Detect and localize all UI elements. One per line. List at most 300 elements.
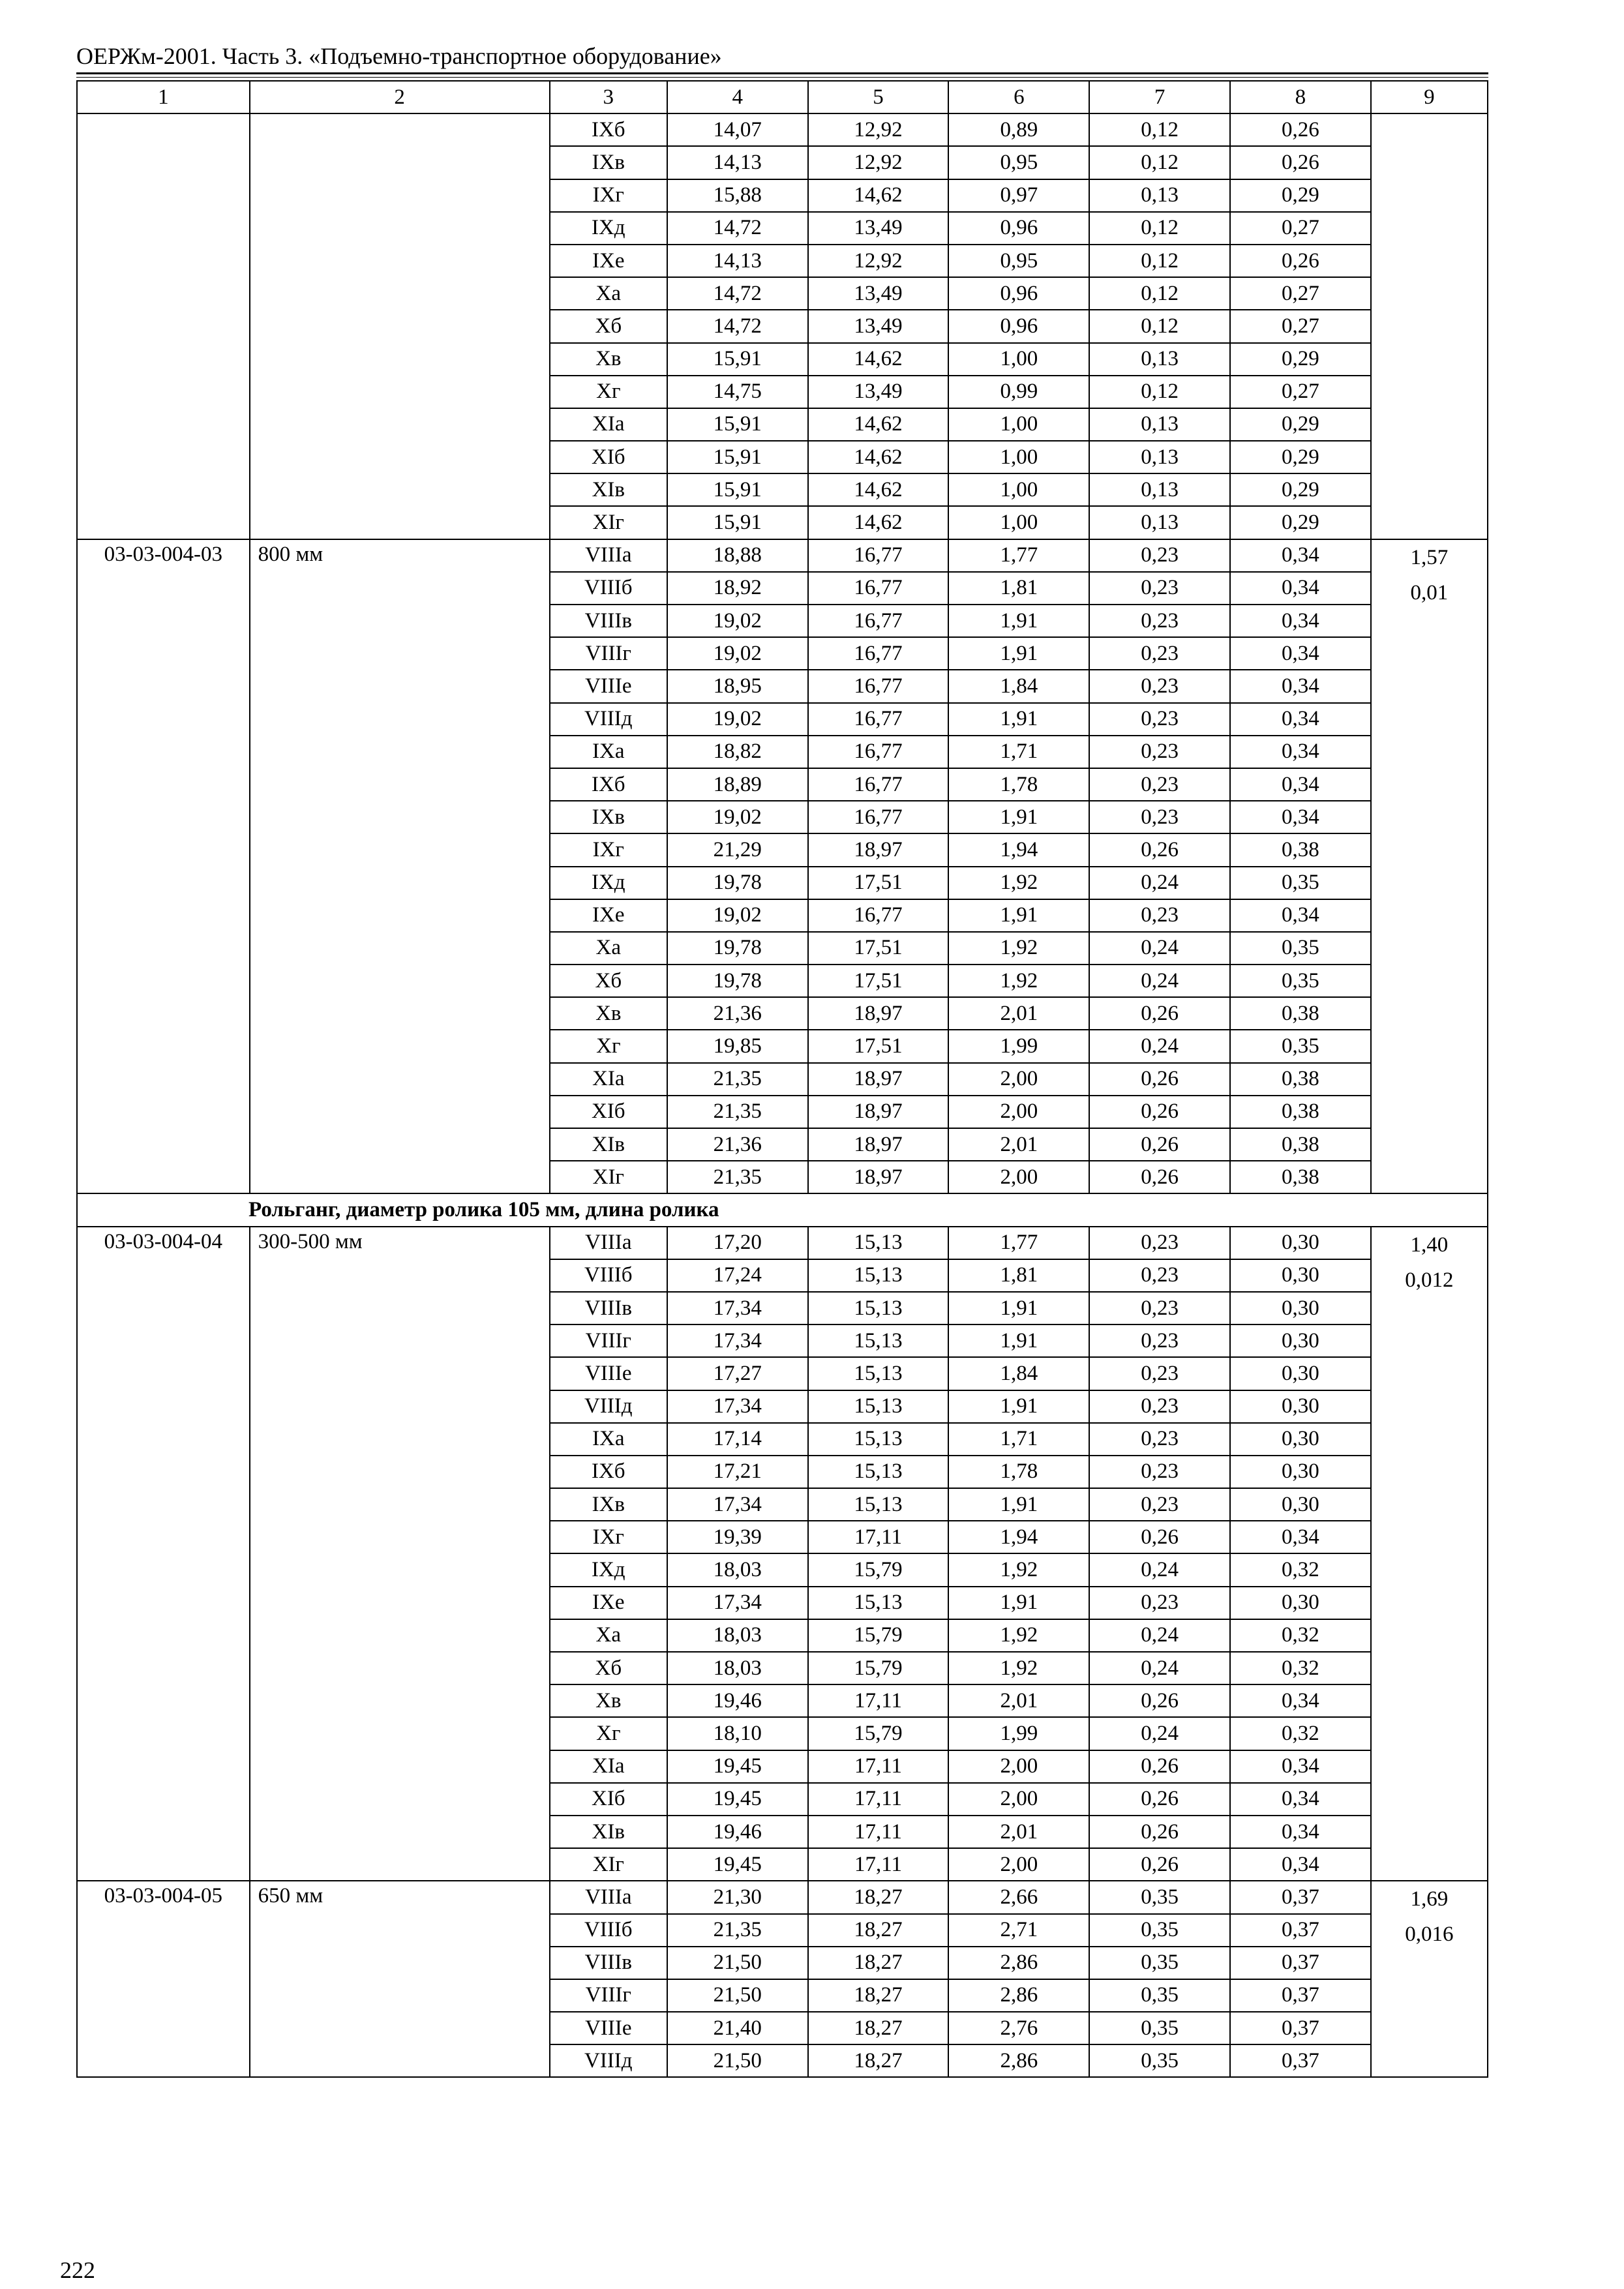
cell-col8: 0,29 [1230,343,1371,376]
col9-value: 1,69 [1410,1887,1449,1911]
cell-col4: 14,72 [667,277,808,310]
cell-col6: 1,92 [948,965,1089,997]
cell-col3: IXд [550,1553,667,1586]
cell-col5: 15,13 [808,1324,949,1357]
cell-col3: Xг [550,1030,667,1062]
cell-col4: 19,02 [667,899,808,932]
cell-col7: 0,23 [1089,1259,1230,1292]
column-header: 6 [948,81,1089,113]
cell-col8: 0,38 [1230,1161,1371,1193]
cell-col7: 0,24 [1089,1030,1230,1062]
cell-col7: 0,12 [1089,212,1230,245]
cell-col6: 1,99 [948,1030,1089,1062]
cell-col4: 19,39 [667,1521,808,1553]
cell-col4: 19,02 [667,703,808,736]
cell-col7: 0,24 [1089,932,1230,965]
column-header: 3 [550,81,667,113]
cell-col8: 0,29 [1230,506,1371,539]
cell-col5: 17,51 [808,932,949,965]
cell-col6: 1,00 [948,408,1089,441]
cell-col8: 0,34 [1230,572,1371,605]
col9-value: 0,012 [1405,1268,1454,1292]
page-number: 222 [60,2257,95,2283]
cell-col5: 17,11 [808,1848,949,1881]
cell-col5: 18,97 [808,833,949,866]
cell-col5: 16,77 [808,670,949,702]
cell-col6: 1,77 [948,1227,1089,1259]
cell-col5: 15,13 [808,1292,949,1324]
cell-col5: 18,27 [808,1914,949,1947]
cell-col3: IXг [550,179,667,212]
cell-col4: 21,36 [667,1128,808,1161]
cell-col3: XIа [550,1063,667,1096]
cell-col3: XIв [550,1816,667,1848]
cell-col3: IXа [550,736,667,768]
cell-col8: 0,34 [1230,637,1371,670]
cell-col3: XIб [550,1783,667,1816]
cell-col4: 19,78 [667,965,808,997]
cell-col7: 0,13 [1089,441,1230,473]
cell-col8: 0,34 [1230,1816,1371,1848]
cell-col6: 1,77 [948,539,1089,572]
cell-col5: 14,62 [808,343,949,376]
cell-col6: 2,01 [948,1684,1089,1717]
cell-col3: IXе [550,245,667,277]
cell-col4: 21,30 [667,1881,808,1913]
cell-col7: 0,24 [1089,1717,1230,1750]
cell-col6: 1,00 [948,441,1089,473]
cell-col5: 15,13 [808,1259,949,1292]
cell-col3: VIIIа [550,539,667,572]
cell-col7: 0,23 [1089,670,1230,702]
table-row [77,113,1488,146]
cell-col5: 18,97 [808,997,949,1030]
cell-col5: 14,62 [808,408,949,441]
cell-col3: IXв [550,146,667,179]
cell-col5: 18,97 [808,1063,949,1096]
cell-col8: 0,38 [1230,1063,1371,1096]
cell-col7: 0,23 [1089,736,1230,768]
cell-col4: 18,92 [667,572,808,605]
cell-col6: 0,89 [948,113,1089,146]
column-header: 5 [808,81,949,113]
cell-col6: 1,91 [948,1390,1089,1423]
cell-col8: 0,34 [1230,736,1371,768]
cell-col4: 19,85 [667,1030,808,1062]
cell-col8: 0,35 [1230,965,1371,997]
cell-col5: 15,79 [808,1553,949,1586]
cell-col8: 0,34 [1230,605,1371,637]
cell-col4: 21,50 [667,1979,808,2012]
cell-col6: 2,00 [948,1063,1089,1096]
column-header-row [77,81,1488,113]
cell-col6: 1,84 [948,670,1089,702]
cell-col3: IXб [550,113,667,146]
cell-col5: 16,77 [808,768,949,801]
cell-col3: IXв [550,801,667,833]
cell-col5: 18,97 [808,1128,949,1161]
cell-col8: 0,34 [1230,768,1371,801]
cell-col8: 0,37 [1230,1881,1371,1913]
cell-col3: VIIIв [550,1292,667,1324]
cell-col5: 15,13 [808,1390,949,1423]
page-header: ОЕРЖм-2001. Часть 3. «Подъемно-транспортное оборудование» [76,43,722,69]
column-header: 1 [77,81,250,113]
cell-col7: 0,24 [1089,867,1230,899]
cell-col4: 17,34 [667,1587,808,1619]
cell-col7: 0,23 [1089,1488,1230,1521]
cell-col5: 14,62 [808,179,949,212]
cell-col3: XIв [550,473,667,506]
cell-col7: 0,23 [1089,539,1230,572]
cell-col5: 17,11 [808,1816,949,1848]
cell-col3: Xа [550,277,667,310]
cell-col7: 0,23 [1089,605,1230,637]
cell-col5: 14,62 [808,441,949,473]
cell-col8: 0,32 [1230,1717,1371,1750]
cell-col8: 0,29 [1230,179,1371,212]
cell-col6: 1,91 [948,1587,1089,1619]
cell-col8: 0,38 [1230,997,1371,1030]
cell-col7: 0,26 [1089,1816,1230,1848]
cell-col6: 1,71 [948,736,1089,768]
cell-col7: 0,26 [1089,997,1230,1030]
cell-col4: 14,75 [667,376,808,408]
cell-col5: 18,27 [808,1947,949,1979]
cell-col3: XIб [550,1096,667,1128]
cell-col5: 16,77 [808,637,949,670]
cell-col3: VIIIе [550,2012,667,2044]
cell-col3: VIIIв [550,605,667,637]
cell-col6: 2,86 [948,2044,1089,2077]
cell-col3: Xг [550,376,667,408]
cell-col8: 0,27 [1230,310,1371,342]
cell-col3: Xг [550,1717,667,1750]
rate-code [77,113,250,539]
cell-col8: 0,30 [1230,1259,1371,1292]
cell-col4: 15,91 [667,343,808,376]
cell-col5: 17,11 [808,1521,949,1553]
cell-col8: 0,26 [1230,113,1371,146]
cell-col3: IXа [550,1423,667,1456]
cell-col5: 16,77 [808,572,949,605]
cell-col5: 15,13 [808,1456,949,1488]
cell-col7: 0,23 [1089,1423,1230,1456]
cell-col5: 13,49 [808,376,949,408]
cell-col7: 0,26 [1089,833,1230,866]
cell-col4: 17,24 [667,1259,808,1292]
cell-col3: VIIIд [550,1390,667,1423]
cell-col4: 14,72 [667,212,808,245]
col9-values [1371,1881,1488,2077]
cell-col8: 0,37 [1230,1979,1371,2012]
cell-col5: 15,13 [808,1488,949,1521]
cell-col8: 0,32 [1230,1652,1371,1684]
cell-col7: 0,12 [1089,113,1230,146]
cell-col6: 1,94 [948,1521,1089,1553]
cell-col5: 16,77 [808,801,949,833]
cell-col8: 0,26 [1230,245,1371,277]
cell-col4: 19,45 [667,1848,808,1881]
cell-col7: 0,12 [1089,310,1230,342]
cell-col6: 1,84 [948,1357,1089,1390]
cell-col5: 15,79 [808,1717,949,1750]
cell-col5: 16,77 [808,899,949,932]
cell-col3: Xб [550,1652,667,1684]
price-table [76,80,1488,2078]
cell-col6: 2,01 [948,1128,1089,1161]
cell-col3: Xв [550,1684,667,1717]
cell-col5: 17,11 [808,1750,949,1783]
cell-col7: 0,26 [1089,1783,1230,1816]
cell-col8: 0,34 [1230,899,1371,932]
cell-col4: 17,27 [667,1357,808,1390]
cell-col7: 0,23 [1089,572,1230,605]
cell-col4: 18,95 [667,670,808,702]
cell-col7: 0,35 [1089,1914,1230,1947]
cell-col4: 21,35 [667,1063,808,1096]
cell-col7: 0,12 [1089,245,1230,277]
cell-col5: 18,27 [808,2044,949,2077]
cell-col3: IXе [550,1587,667,1619]
cell-col3: VIIIв [550,1947,667,1979]
cell-col3: IXв [550,1488,667,1521]
cell-col5: 15,79 [808,1652,949,1684]
cell-col7: 0,26 [1089,1750,1230,1783]
cell-col4: 15,88 [667,179,808,212]
column-header: 4 [667,81,808,113]
cell-col8: 0,38 [1230,1096,1371,1128]
cell-col5: 12,92 [808,146,949,179]
cell-col4: 21,35 [667,1914,808,1947]
cell-col4: 19,46 [667,1684,808,1717]
col9-value: 1,57 [1410,545,1449,569]
cell-col5: 17,11 [808,1684,949,1717]
cell-col8: 0,34 [1230,670,1371,702]
cell-col4: 17,21 [667,1456,808,1488]
cell-col5: 18,27 [808,2012,949,2044]
cell-col4: 18,88 [667,539,808,572]
cell-col5: 12,92 [808,113,949,146]
cell-col4: 21,50 [667,2044,808,2077]
cell-col6: 1,99 [948,1717,1089,1750]
cell-col5: 15,13 [808,1357,949,1390]
cell-col7: 0,23 [1089,899,1230,932]
cell-col8: 0,30 [1230,1587,1371,1619]
cell-col8: 0,34 [1230,703,1371,736]
cell-col4: 19,02 [667,605,808,637]
table-row [77,539,1488,572]
cell-col3: VIIIг [550,1979,667,2012]
cell-col4: 18,10 [667,1717,808,1750]
cell-col6: 1,94 [948,833,1089,866]
table-row [77,1227,1488,1259]
rate-code: 03-03-004-04 [77,1227,250,1881]
cell-col5: 17,51 [808,965,949,997]
cell-col6: 2,01 [948,997,1089,1030]
cell-col7: 0,26 [1089,1848,1230,1881]
cell-col3: VIIIг [550,637,667,670]
cell-col5: 16,77 [808,605,949,637]
cell-col8: 0,29 [1230,441,1371,473]
cell-col3: VIIIб [550,1259,667,1292]
cell-col3: IXд [550,212,667,245]
cell-col6: 1,78 [948,768,1089,801]
cell-col7: 0,24 [1089,1553,1230,1586]
cell-col3: IXб [550,768,667,801]
cell-col5: 18,27 [808,1881,949,1913]
cell-col4: 19,78 [667,932,808,965]
cell-col7: 0,26 [1089,1161,1230,1193]
cell-col7: 0,12 [1089,277,1230,310]
cell-col8: 0,34 [1230,539,1371,572]
cell-col6: 1,92 [948,867,1089,899]
cell-col5: 15,13 [808,1423,949,1456]
cell-col8: 0,30 [1230,1488,1371,1521]
cell-col6: 1,91 [948,703,1089,736]
cell-col3: Xа [550,1619,667,1652]
cell-col7: 0,12 [1089,376,1230,408]
cell-col3: VIIIб [550,1914,667,1947]
cell-col6: 1,81 [948,1259,1089,1292]
cell-col3: Xб [550,310,667,342]
cell-col7: 0,23 [1089,637,1230,670]
cell-col8: 0,38 [1230,1128,1371,1161]
cell-col4: 17,20 [667,1227,808,1259]
cell-col8: 0,37 [1230,2044,1371,2077]
cell-col4: 19,78 [667,867,808,899]
column-header: 7 [1089,81,1230,113]
cell-col7: 0,24 [1089,1652,1230,1684]
cell-col3: Xб [550,965,667,997]
cell-col4: 19,46 [667,1816,808,1848]
cell-col5: 17,11 [808,1783,949,1816]
cell-col3: VIIIб [550,572,667,605]
cell-col8: 0,34 [1230,1848,1371,1881]
cell-col5: 18,27 [808,1979,949,2012]
cell-col5: 13,49 [808,212,949,245]
cell-col8: 0,30 [1230,1456,1371,1488]
cell-col6: 1,78 [948,1456,1089,1488]
cell-col4: 15,91 [667,473,808,506]
cell-col7: 0,23 [1089,1357,1230,1390]
cell-col8: 0,35 [1230,932,1371,965]
table-row [77,1881,1488,1913]
cell-col6: 1,71 [948,1423,1089,1456]
cell-col7: 0,35 [1089,2044,1230,2077]
cell-col6: 0,96 [948,212,1089,245]
cell-col6: 2,00 [948,1161,1089,1193]
cell-col8: 0,35 [1230,1030,1371,1062]
cell-col8: 0,30 [1230,1390,1371,1423]
cell-col8: 0,37 [1230,1947,1371,1979]
cell-col8: 0,38 [1230,833,1371,866]
cell-col5: 12,92 [808,245,949,277]
cell-col6: 2,76 [948,2012,1089,2044]
col9-values [1371,113,1488,539]
cell-col6: 1,92 [948,1553,1089,1586]
cell-col3: VIIIа [550,1227,667,1259]
cell-col3: VIIIд [550,703,667,736]
cell-col4: 17,34 [667,1390,808,1423]
cell-col7: 0,23 [1089,1227,1230,1259]
cell-col4: 14,13 [667,146,808,179]
column-header: 9 [1371,81,1488,113]
cell-col4: 18,03 [667,1652,808,1684]
cell-col7: 0,35 [1089,2012,1230,2044]
cell-col6: 2,01 [948,1816,1089,1848]
col9-values [1371,539,1488,1194]
cell-col8: 0,30 [1230,1357,1371,1390]
col9-value: 0,01 [1410,580,1449,605]
cell-col8: 0,30 [1230,1324,1371,1357]
cell-col7: 0,35 [1089,1881,1230,1913]
cell-col4: 17,34 [667,1292,808,1324]
cell-col3: IXг [550,833,667,866]
table-body [77,81,1488,2077]
cell-col5: 13,49 [808,277,949,310]
cell-col7: 0,26 [1089,1684,1230,1717]
cell-col8: 0,34 [1230,1684,1371,1717]
cell-col6: 1,92 [948,1619,1089,1652]
cell-col5: 14,62 [808,506,949,539]
cell-col3: XIа [550,1750,667,1783]
cell-col4: 21,36 [667,997,808,1030]
cell-col8: 0,30 [1230,1423,1371,1456]
cell-col6: 0,95 [948,146,1089,179]
cell-col7: 0,13 [1089,506,1230,539]
cell-col8: 0,29 [1230,408,1371,441]
cell-col8: 0,32 [1230,1619,1371,1652]
cell-col6: 2,00 [948,1848,1089,1881]
cell-col7: 0,13 [1089,473,1230,506]
section-title: Рольганг, диаметр ролика 105 мм, длина ролика [77,1193,1488,1226]
cell-col7: 0,23 [1089,1292,1230,1324]
cell-col7: 0,26 [1089,1096,1230,1128]
cell-col6: 1,91 [948,1324,1089,1357]
cell-col3: IXд [550,867,667,899]
cell-col8: 0,32 [1230,1553,1371,1586]
cell-col8: 0,34 [1230,1750,1371,1783]
cell-col6: 1,00 [948,473,1089,506]
cell-col8: 0,29 [1230,473,1371,506]
cell-col4: 14,72 [667,310,808,342]
cell-col4: 17,34 [667,1324,808,1357]
cell-col8: 0,30 [1230,1227,1371,1259]
cell-col3: Xв [550,343,667,376]
cell-col3: XIв [550,1128,667,1161]
cell-col7: 0,24 [1089,965,1230,997]
cell-col3: Xа [550,932,667,965]
cell-col6: 1,92 [948,932,1089,965]
cell-col5: 15,79 [808,1619,949,1652]
cell-col4: 21,29 [667,833,808,866]
cell-col6: 2,66 [948,1881,1089,1913]
cell-col8: 0,27 [1230,277,1371,310]
cell-col6: 0,96 [948,277,1089,310]
rate-name [250,113,550,539]
cell-col3: VIIIг [550,1324,667,1357]
col9-value: 1,40 [1410,1233,1449,1257]
header-rule-thin [76,77,1488,78]
cell-col3: IXг [550,1521,667,1553]
rate-name: 650 мм [250,1881,550,2077]
cell-col7: 0,24 [1089,1619,1230,1652]
cell-col8: 0,27 [1230,376,1371,408]
cell-col7: 0,13 [1089,408,1230,441]
header-rule [76,72,1488,74]
cell-col3: VIIIе [550,1357,667,1390]
